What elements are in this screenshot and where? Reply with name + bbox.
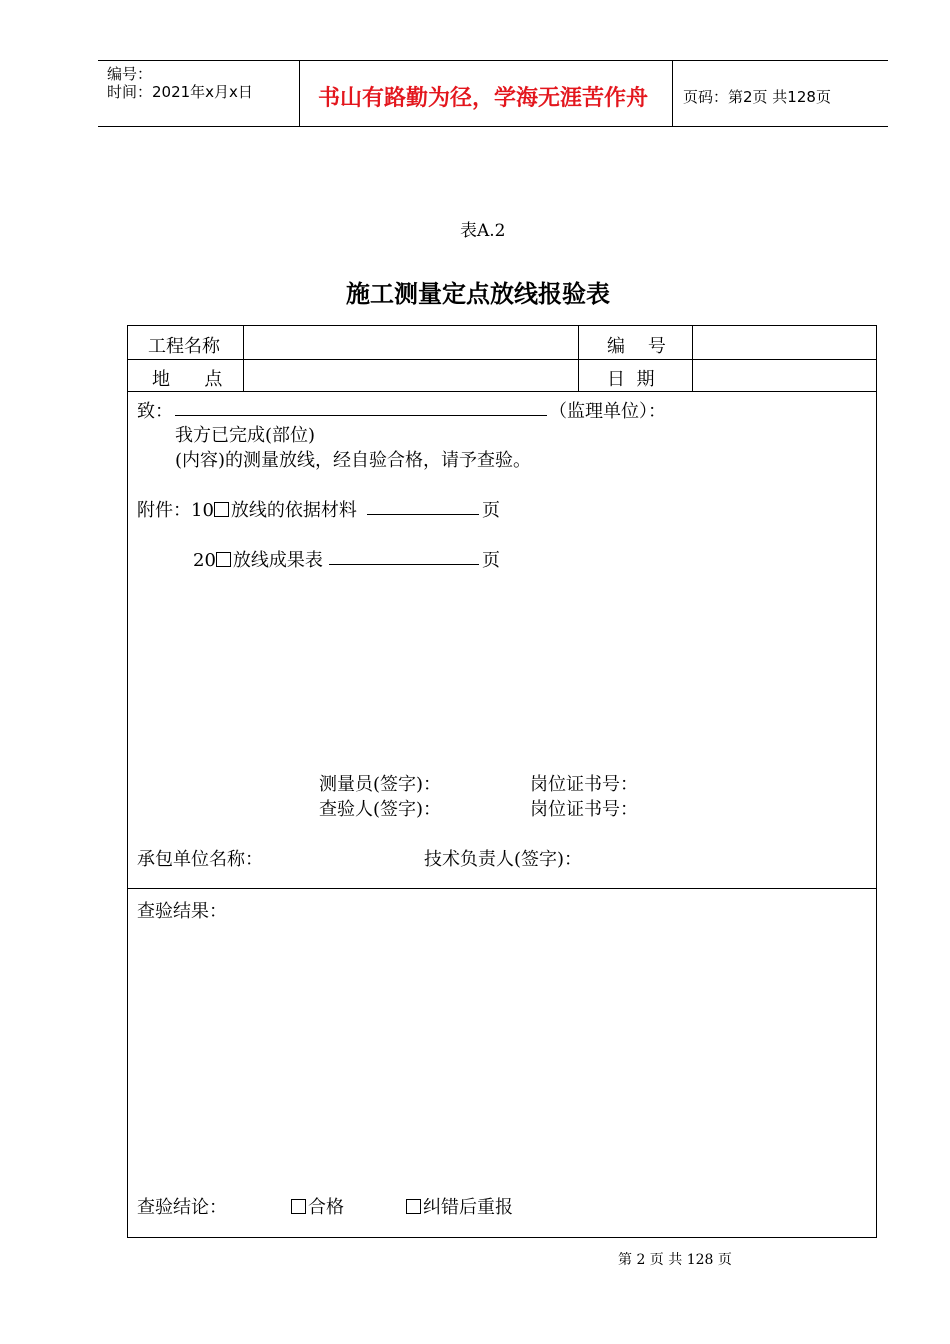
attachment-2-underline <box>329 564 479 565</box>
surveyor-label: 测量员(签字)： <box>319 774 442 795</box>
header-bottom-rule <box>98 126 888 127</box>
result-label: 查验结果： <box>137 901 227 922</box>
attachment-1-unit: 页 <box>482 500 500 521</box>
header-page-label: 页码：第2页 共128页 <box>683 88 831 106</box>
header-divider-left <box>299 60 300 127</box>
row-divider-2 <box>127 391 877 392</box>
checkbox-icon[interactable] <box>406 1199 421 1214</box>
header-number-label: 编号： <box>107 65 153 83</box>
attachment-2-unit: 页 <box>482 550 500 571</box>
header-time-label: 时间：2021年x月x日 <box>107 83 253 101</box>
attachment-1 <box>137 496 357 522</box>
supervisor-label: （监理单位）： <box>549 401 666 422</box>
table-caption: 表A.2 <box>460 221 506 241</box>
option-resubmit[interactable] <box>406 1193 513 1219</box>
attachment-label: 附件： <box>137 500 191 521</box>
row-divider-1 <box>127 359 877 360</box>
date-label: 日 期 <box>607 369 655 390</box>
checkbox-icon[interactable] <box>291 1199 306 1214</box>
completed-line: 我方已完成(部位) <box>175 425 316 446</box>
attachment-1-number: 10 <box>191 500 214 521</box>
row-divider-3 <box>127 888 877 889</box>
inspector-label: 查验人(签字)： <box>319 799 442 820</box>
option-resubmit-label: 纠错后重报 <box>423 1197 513 1218</box>
attachment-2-number: 20 <box>193 550 216 571</box>
checkbox-icon[interactable] <box>214 502 229 517</box>
header-motto: 书山有路勤为径，学海无涯苦作舟 <box>318 86 649 111</box>
surveyor-cert-label: 岗位证书号： <box>530 774 638 795</box>
header-top-rule <box>98 60 888 61</box>
option-pass[interactable] <box>291 1193 344 1219</box>
tech-lead-label: 技术负责人(签字)： <box>424 849 583 870</box>
option-pass-label: 合格 <box>308 1197 344 1218</box>
attachment-2 <box>193 546 323 572</box>
col-divider-3 <box>692 325 693 391</box>
page-title: 施工测量定点放线报验表 <box>346 280 610 308</box>
to-label: 致： <box>137 401 173 422</box>
attachment-2-label: 放线成果表 <box>232 550 323 571</box>
project-name-label: 工程名称 <box>148 336 220 357</box>
location-label: 地 点 <box>152 369 223 390</box>
checkbox-icon[interactable] <box>216 552 231 567</box>
content-line: (内容)的测量放线，经自验合格，请予查验。 <box>175 450 532 471</box>
header-divider-right <box>672 60 673 127</box>
attachment-1-underline <box>367 514 479 515</box>
number-label: 编 号 <box>607 336 666 357</box>
inspector-cert-label: 岗位证书号： <box>530 799 638 820</box>
contractor-label: 承包单位名称： <box>137 849 263 870</box>
col-divider-2 <box>578 325 579 391</box>
attachment-1-label: 放线的依据材料 <box>230 500 357 521</box>
supervisor-underline <box>175 415 547 416</box>
page-footer: 第 2 页 共 128 页 <box>618 1252 732 1268</box>
col-divider-1 <box>243 325 244 391</box>
conclusion-label: 查验结论： <box>137 1197 227 1218</box>
